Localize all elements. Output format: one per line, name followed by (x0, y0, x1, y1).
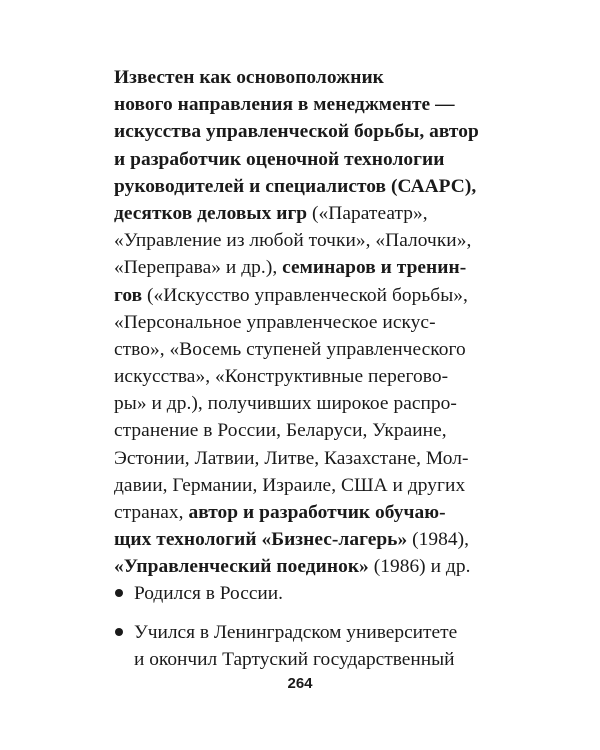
paragraph-line (114, 200, 504, 227)
text-run: («Паратеатр», (307, 202, 428, 224)
bold-text-run: «Управленческий поединок» (114, 556, 369, 578)
paragraph-line (114, 417, 504, 444)
paragraph-line (114, 499, 504, 526)
bullet-list (114, 580, 514, 686)
text-run: странах, (114, 502, 189, 523)
bullet-line: Учился в Ленинградском университете (134, 622, 458, 644)
bullet-dot-icon (115, 628, 123, 636)
paragraph-line (114, 173, 504, 200)
bold-text-run: щих технологий «Бизнес-лагерь» (114, 529, 408, 551)
paragraph-line (114, 309, 504, 336)
paragraph-line (114, 363, 504, 390)
paragraph-line (114, 445, 504, 472)
paragraph-line (114, 146, 504, 173)
text-run: искусства», «Конструктивные перегово- (114, 366, 449, 388)
text-run: Эстонии, Латвии, Литве, Казахстане, Мол- (114, 447, 469, 469)
bold-text-run: искусства управленческой борьбы, автор (114, 121, 479, 143)
paragraph-line (114, 472, 504, 499)
bullet-item (114, 580, 514, 607)
bold-text-run: автор и разработчик обучаю- (188, 502, 446, 523)
bullet-dot-icon (115, 589, 123, 597)
bold-text-run: десятков деловых игр (114, 202, 308, 224)
bold-text-run: гов (114, 284, 143, 306)
text-run: ры» и др.), получивших широкое распро- (114, 393, 457, 415)
bold-text-run: Известен как основоположник (114, 67, 384, 88)
paragraph-line (114, 227, 504, 254)
paragraph-line (114, 118, 504, 145)
paragraph-line (114, 526, 504, 553)
text-run: ство», «Восемь ступеней управленческого (114, 338, 466, 360)
text-run: странение в России, Беларуси, Украине, (114, 420, 447, 442)
paragraph-line (114, 282, 504, 309)
bold-text-run: нового направления в менеджменте — (114, 94, 455, 116)
text-run: (1986) и др. (368, 556, 471, 578)
paragraph-line (114, 64, 504, 91)
text-run: («Искусство управленческой борьбы», (142, 284, 468, 306)
text-run: «Переправа» и др.), (114, 257, 283, 279)
paragraph-line (114, 553, 504, 580)
paragraph-line (114, 254, 504, 281)
main-paragraph (114, 64, 504, 581)
page-number: 264 (287, 675, 313, 692)
bold-text-run: руководителей и специалистов (СААРС), (114, 175, 477, 197)
text-run: давии, Германии, Израиле, США и других (114, 474, 466, 496)
paragraph-line (114, 390, 504, 417)
bullet-line: и окончил Тартуский государственный (134, 649, 455, 671)
paragraph-line (114, 336, 504, 363)
bullet-line: Родился в России. (134, 583, 284, 604)
bullet-item (114, 619, 514, 673)
bold-text-run: семинаров и тренин- (282, 257, 467, 279)
paragraph-line (114, 91, 504, 118)
text-run: (1984), (407, 529, 470, 551)
text-run: «Персональное управленческое искус- (114, 311, 436, 333)
bold-text-run: и разработчик оценочной технологии (114, 148, 445, 170)
text-run: «Управление из любой точки», «Палочки», (114, 230, 472, 252)
